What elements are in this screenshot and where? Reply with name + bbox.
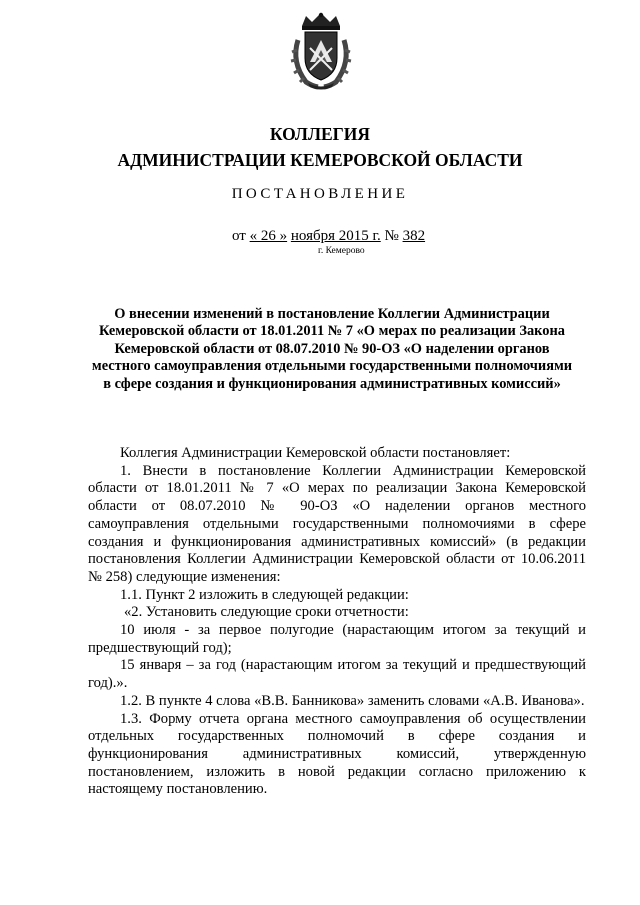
date-number-line <box>232 228 425 245</box>
paragraph-quote-start: «2. Установить следующие сроки отчетности: <box>124 604 409 621</box>
paragraph-deadline-july: 10 июля - за первое полугодие (нарастающим итогом за текущий и предшествующий год); <box>88 622 586 656</box>
paragraph-intro: Коллегия Администрации Кемеровской области постановляет: <box>120 445 511 461</box>
paragraph-item-1-1: 1.1. Пункт 2 изложить в следующей редакции: <box>120 586 409 603</box>
document-body <box>88 445 586 799</box>
paragraph-item-1: 1. Внести в постановление Коллегии Администрации Кемеровской области от 18.01.2011 № 7 «О мерах по реализации Закона Кемеровской области от 08.07.2010 № 90-ОЗ «О наделении органов местного самоуправления отдельными государственными полномочиями в сфере создания и функционирования административных комиссий» (в редакции постановления Коллегии Администрации Кемеровской области от 10.06.2011 № 258) следующие изменения: <box>88 462 586 585</box>
org-name-line2: АДМИНИСТРАЦИИ КЕМЕРОВСКОЙ ОБЛАСТИ <box>117 150 523 170</box>
paragraph-deadline-january: 15 января – за год (нарастающим итогом за текущий и предшествующий год).». <box>88 657 586 692</box>
org-name-line1: КОЛЛЕГИЯ <box>269 124 371 144</box>
document-number: 382 <box>402 228 426 244</box>
document-title: О внесении изменений в постановление Коллегии Администрации Кемеровской области от 18.01.2011 № 7 «О мерах по реализации Закона Кемеровской области от 08.07.2010 № 90-ОЗ «О наделении органов местного самоуправления отдельными государственными полномочиями в сфере создания и функционирования административных комиссий» <box>91 306 573 392</box>
kemerovo-region-coat-of-arms-icon <box>288 10 354 90</box>
document-type: ПОСТАНОВЛЕНИЕ <box>231 186 409 202</box>
paragraph-item-1-2: 1.2. В пункте 4 слова «В.В. Банникова» заменить словами «А.В. Иванова». <box>120 692 585 709</box>
city: г. Кемерово <box>318 246 365 256</box>
paragraph-item-1-3: 1.3. Форму отчета органа местного самоуправления об осуществлении отдельных государственных полномочий в сфере создания и функционирования административных комиссий, утвержденную постановлением, изложить в новой редакции согласно приложению к настоящему постановлению. <box>88 710 586 798</box>
date-prefix: от <box>232 228 246 244</box>
number-sign: № <box>384 228 399 244</box>
date-day: « 26 » <box>249 228 288 244</box>
date-month-year: ноября 2015 г. <box>290 228 381 244</box>
